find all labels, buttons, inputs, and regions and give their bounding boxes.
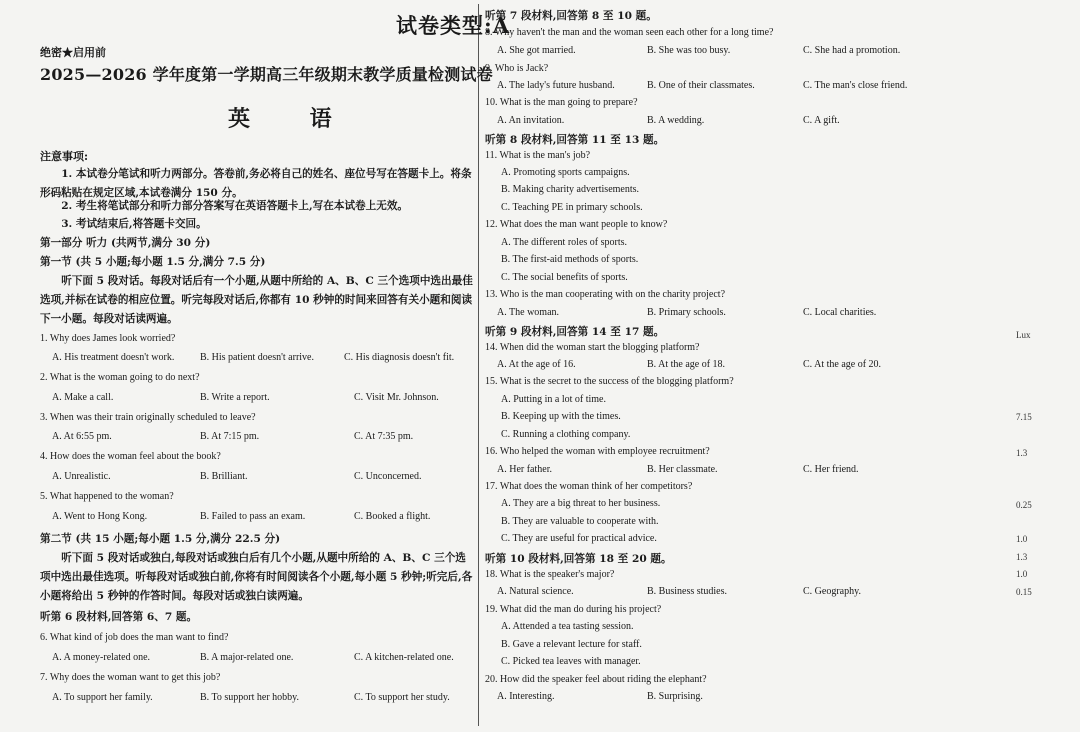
section-title: 第二节 (共 15 小题;每小题 1.5 分,满分 22.5 分) (40, 533, 281, 545)
option-c: C. To support her study. (354, 692, 450, 703)
section-instructions: 听下面 5 段对话或独白,每段对话或独白后有几个小题,从题中所给的 A、B、C 三个选项中选出最佳选项。听每段对话或独白前,你将有时间阅读各个小题,每小题 5 秒钟;听完后,各小题将给出 5 秒钟的作答时间。每段对话或独白读两遍。 (40, 552, 473, 602)
options (52, 471, 472, 485)
option-a: A. At 6:55 pm. (52, 431, 112, 442)
option-b: B. A wedding. (647, 115, 705, 126)
margin-note: 1.3 (1016, 448, 1028, 458)
option-c: C. Local charities. (803, 307, 877, 318)
margin-note: Lux (1016, 330, 1031, 340)
margin-note: 0.25 (1016, 500, 1032, 510)
options (52, 692, 472, 706)
question: 16. Who helped the woman with employee recruitment? (485, 446, 710, 457)
material-heading: 听第 10 段材料,回答第 18 至 20 题。 (485, 553, 672, 565)
option-a: A. Interesting. (497, 691, 555, 702)
note-item: 1. 本试卷分笔试和听力两部分。答卷前,务必将自己的姓名、座位号写在答题卡上。将条形码粘贴在规定区域,本试卷满分 150 分。 (40, 168, 472, 199)
question: 19. What did the man do during his project? (485, 604, 662, 615)
options (52, 652, 472, 666)
question: 1. Why does James look worried? (40, 333, 176, 344)
column-divider (478, 4, 479, 726)
option-b: B. They are valuable to cooperate with. (501, 516, 659, 527)
option-b: B. Brilliant. (200, 471, 248, 482)
option-c: C. Booked a flight. (354, 511, 431, 522)
option-a: A. Went to Hong Kong. (52, 511, 148, 522)
question: 8. Why haven't the man and the woman seen each other for a long time? (485, 27, 774, 38)
options (497, 115, 917, 129)
option-a: A. An invitation. (497, 115, 565, 126)
material-heading: 听第 6 段材料,回答第 6、7 题。 (40, 611, 198, 623)
option-a: A. The woman. (497, 307, 560, 318)
option-b: B. One of their classmates. (647, 80, 755, 91)
option-a: A. The different roles of sports. (501, 237, 627, 248)
option-b: B. A major-related one. (200, 652, 294, 663)
question: 11. What is the man's job? (485, 150, 591, 161)
margin-note: 1.3 (1016, 552, 1028, 562)
option-c: C. The man's close friend. (803, 80, 908, 91)
option-a: A. Promoting sports campaigns. (501, 167, 630, 178)
exam-title: 2025—2026 学年度第一学期高三年级期末教学质量检测试卷 (40, 65, 493, 84)
question: 7. Why does the woman want to get this job? (40, 672, 221, 683)
option-a: A. Make a call. (52, 392, 114, 403)
option-b: B. Business studies. (647, 586, 728, 597)
question: 4. How does the woman feel about the book? (40, 451, 221, 462)
option-b: B. She was too busy. (647, 45, 731, 56)
option-c: C. Picked tea leaves with manager. (501, 656, 641, 667)
section-instructions: 听下面 5 段对话。每段对话后有一个小题,从题中所给的 A、B、C 三个选项中选出最佳选项,并标在试卷的相应位置。听完每段对话后,你都有 10 秒钟的时间来回答有关小题和阅读下一小题。每段对话读两遍。 (40, 275, 473, 325)
margin-note: 0.15 (1016, 587, 1032, 597)
option-a: A. A money-related one. (52, 652, 151, 663)
option-a: A. They are a big threat to her business. (501, 498, 661, 509)
note-item: 3. 考试结束后,将答题卡交回。 (61, 218, 207, 230)
option-b: B. At the age of 18. (647, 359, 726, 370)
question: 5. What happened to the woman? (40, 491, 174, 502)
option-a: A. His treatment doesn't work. (52, 352, 175, 363)
options (52, 352, 472, 366)
option-b: B. Write a report. (200, 392, 270, 403)
option-a: A. At the age of 16. (497, 359, 576, 370)
options (497, 691, 917, 705)
option-c: C. Visit Mr. Johnson. (354, 392, 439, 403)
options (497, 586, 917, 600)
option-b: B. His patient doesn't arrive. (200, 352, 314, 363)
option-a: A. Attended a tea tasting session. (501, 621, 634, 632)
options (497, 80, 917, 94)
question: 13. Who is the man cooperating with on the charity project? (485, 289, 726, 300)
option-c: C. The social benefits of sports. (501, 272, 628, 283)
option-b: B. Gave a relevant lecture for staff. (501, 639, 642, 650)
option-b: B. Keeping up with the times. (501, 411, 621, 422)
option-a: A. Her father. (497, 464, 552, 475)
option-a: A. Unrealistic. (52, 471, 111, 482)
option-c: C. They are useful for practical advice. (501, 533, 657, 544)
question: 20. How did the speaker feel about riding the elephant? (485, 674, 707, 685)
option-c: C. Geography. (803, 586, 861, 597)
secret-mark: 绝密★启用前 (40, 46, 106, 59)
question: 2. What is the woman going to do next? (40, 372, 200, 383)
exam-type: 试卷类型:A (396, 13, 511, 38)
option-c: C. Running a clothing company. (501, 429, 631, 440)
material-heading: 听第 8 段材料,回答第 11 至 13 题。 (485, 134, 665, 146)
subject-title: 英 语 (228, 106, 358, 132)
option-b: B. The first-aid methods of sports. (501, 254, 639, 265)
option-b: B. To support her hobby. (200, 692, 300, 703)
options (497, 359, 917, 373)
question: 3. When was their train originally scheduled to leave? (40, 412, 256, 423)
option-b: B. Primary schools. (647, 307, 726, 318)
question: 15. What is the secret to the success of the blogging platform? (485, 376, 734, 387)
option-c: C. Her friend. (803, 464, 859, 475)
section-title: 第一节 (共 5 小题;每小题 1.5 分,满分 7.5 分) (40, 256, 266, 268)
option-c: C. She had a promotion. (803, 45, 901, 56)
option-a: A. Natural science. (497, 586, 574, 597)
question: 14. When did the woman start the blogging platform? (485, 342, 700, 353)
option-c: C. At the age of 20. (803, 359, 882, 370)
option-a: A. Putting in a lot of time. (501, 394, 606, 405)
option-c: C. A gift. (803, 115, 840, 126)
question: 6. What kind of job does the man want to find? (40, 632, 229, 643)
margin-note: 7.15 (1016, 412, 1032, 422)
options (52, 511, 472, 525)
option-c: C. Unconcerned. (354, 471, 422, 482)
question: 9. Who is Jack? (485, 63, 549, 74)
margin-note: 1.0 (1016, 534, 1028, 544)
question: 17. What does the woman think of her competitors? (485, 481, 693, 492)
option-a: A. To support her family. (52, 692, 153, 703)
option-b: B. At 7:15 pm. (200, 431, 260, 442)
material-heading: 听第 9 段材料,回答第 14 至 17 题。 (485, 326, 665, 338)
options (497, 464, 917, 478)
option-c: C. A kitchen-related one. (354, 652, 454, 663)
options (497, 307, 917, 321)
material-heading: 听第 7 段材料,回答第 8 至 10 题。 (485, 10, 657, 22)
option-b: B. Her classmate. (647, 464, 718, 475)
note-item: 2. 考生将笔试部分和听力部分答案写在英语答题卡上,写在本试卷上无效。 (61, 200, 409, 212)
option-c: C. At 7:35 pm. (354, 431, 414, 442)
question: 10. What is the man going to prepare? (485, 97, 638, 108)
options (497, 45, 917, 59)
question: 12. What does the man want people to know? (485, 219, 668, 230)
option-b: B. Failed to pass an exam. (200, 511, 306, 522)
option-b: B. Surprising. (647, 691, 703, 702)
margin-note: 1.0 (1016, 569, 1028, 579)
part-title: 第一部分 听力 (共两节,满分 30 分) (40, 237, 211, 249)
option-a: A. She got married. (497, 45, 576, 56)
option-a: A. The lady's future husband. (497, 80, 615, 91)
notes-heading: 注意事项: (40, 150, 89, 163)
question: 18. What is the speaker's major? (485, 569, 615, 580)
options (52, 431, 472, 445)
option-c: C. His diagnosis doesn't fit. (344, 352, 455, 363)
option-b: B. Making charity advertisements. (501, 184, 640, 195)
options (52, 392, 472, 406)
option-c: C. Teaching PE in primary schools. (501, 202, 643, 213)
